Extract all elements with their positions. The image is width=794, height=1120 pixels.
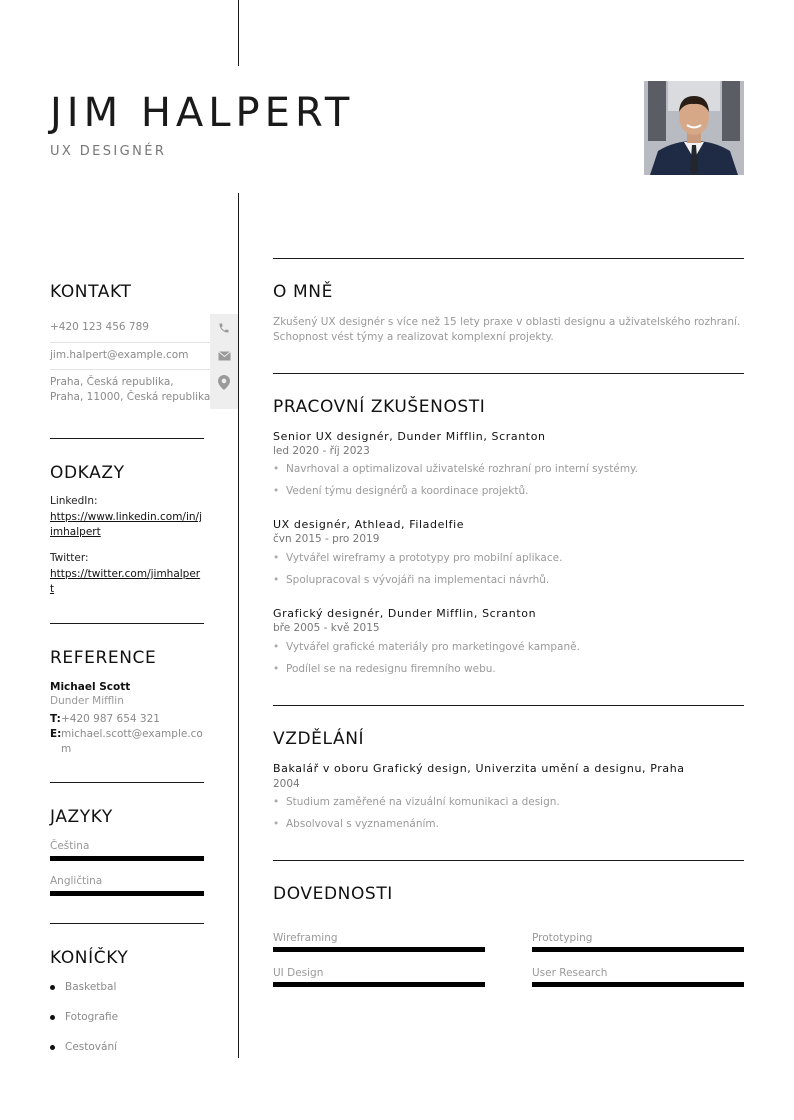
contact-title: KONTAKT [50,282,132,302]
envelope-icon [210,342,238,369]
skill-level-bar [273,982,485,987]
bullet-dot [50,1045,55,1050]
job-bullet-text: Vytvářel grafické materiály pro marketingové kampaně. [286,641,580,653]
language-name: Angličtina [50,875,103,887]
reference-email-line [50,727,204,757]
skill-name: UI Design [273,967,324,979]
education-degree: Bakalář v oboru Grafický design, Univerzita umění a designu, Praha [273,762,685,775]
job-bullet: • Spolupracoval s vývojáři na implementaci návrhů. [273,574,550,586]
job-date: bře 2005 - kvě 2015 [273,622,380,634]
language-name: Čeština [50,840,90,852]
about-title: O MNĚ [273,282,333,302]
skill-level-fill [273,947,485,952]
language-level-bar [50,891,204,896]
divider [50,623,204,624]
job-bullet-text: Spolupracoval s vývojáři na implementaci návrhů. [286,574,550,586]
hobby-item [50,1011,118,1023]
reference-email[interactable]: michael.scott@example.com [61,728,203,755]
reference-title: REFERENCE [50,648,157,668]
divider [50,782,204,783]
linkedin-link[interactable]: https://www.linkedin.com/in/jimhalpert [50,511,202,538]
contact-phone-row [50,314,238,343]
job-bullet: • Podílel se na redesignu firemního webu. [273,663,496,675]
profile-photo [644,81,744,175]
candidate-name: JIM HALPERT [50,90,355,136]
job-bullet-text: Vytvářel wireframy a prototypy pro mobilní aplikace. [286,552,563,564]
languages-title: JAZYKY [50,807,113,827]
job-title: Senior UX designér, Dunder Mifflin, Scranton [273,430,546,443]
vertical-divider-top [238,0,239,66]
reference-email-key: E: [50,728,62,740]
hobby-label: Basketbal [65,981,117,993]
skill-level-fill [532,947,744,952]
phone-icon [210,314,238,342]
candidate-role: UX DESIGNÉR [50,144,167,159]
education-title: VZDĚLÁNÍ [273,729,365,749]
reference-phone-line [50,712,204,727]
job-date: čvn 2015 - pro 2019 [273,533,380,545]
job-bullet-text: Vedení týmu designérů a koordinace projektů. [286,485,529,497]
skill-name: Prototyping [532,932,593,944]
job-title: UX designér, Athlead, Filadelfie [273,518,465,531]
divider [273,373,744,374]
hobby-item [50,981,116,993]
contact-address-line2: Praha, 11000, Česká republika [50,391,211,403]
links-title: ODKAZY [50,463,125,483]
twitter-link[interactable]: https://twitter.com/jimhalpert [50,568,201,595]
reference-phone-key: T: [50,713,61,725]
divider [273,705,744,706]
contact-email: jim.halpert@example.com [50,349,189,361]
job-bullet-text: Navrhoval a optimalizoval uživatelské rozhraní pro interní systémy. [286,463,639,475]
job-title: Grafický designér, Dunder Mifflin, Scranton [273,607,537,620]
bullet-dot [50,1015,55,1020]
contact-address-row [50,369,238,409]
job-bullet: • Vedení týmu designérů a koordinace projektů. [273,485,529,497]
divider [273,860,744,861]
skill-level-fill [532,982,744,987]
education-bullet: • Studium zaměřené na vizuální komunikaci a design. [273,796,560,808]
skill-level-bar [532,947,744,952]
hobbies-title: KONÍČKY [50,948,129,968]
reference-company: Dunder Mifflin [50,695,124,707]
language-level-bar [50,856,204,861]
skill-level-bar [273,947,485,952]
hobby-label: Fotografie [65,1011,119,1023]
skill-name: Wireframing [273,932,338,944]
skill-level-fill [273,982,485,987]
location-pin-icon [210,369,238,409]
twitter-label: Twitter: [50,552,89,564]
hobby-item [50,1041,117,1053]
language-level-fill [50,891,204,896]
education-bullet-text: Studium zaměřené na vizuální komunikaci a design. [286,796,560,808]
skills-title: DOVEDNOSTI [273,884,393,904]
job-bullet: • Vytvářel grafické materiály pro marketingové kampaně. [273,641,580,653]
job-date: led 2020 - říj 2023 [273,445,370,457]
contact-address-line1: Praha, Česká republika, [50,376,174,388]
divider [50,923,204,924]
divider [273,258,744,259]
education-bullet-text: Absolvoval s vyznamenáním. [286,818,439,830]
language-level-fill [50,856,204,861]
contact-email-row [50,342,238,370]
skill-name: User Research [532,967,608,979]
about-text: Zkušený UX designér s více než 15 lety praxe v oblasti designu a uživatelského rozhraní. Schopnost vést týmy a realizovat komplexní projekty. [273,316,741,343]
reference-phone: +420 987 654 321 [61,713,160,725]
job-bullet: • Navrhoval a optimalizoval uživatelské rozhraní pro interní systémy. [273,463,639,475]
job-bullet: • Vytvářel wireframy a prototypy pro mobilní aplikace. [273,552,563,564]
hobby-label: Cestování [65,1041,118,1053]
reference-name: Michael Scott [50,681,131,693]
job-bullet-text: Podílel se na redesignu firemního webu. [286,663,496,675]
education-bullet: • Absolvoval s vyznamenáním. [273,818,439,830]
education-year: 2004 [273,778,300,790]
portrait-image [644,81,744,175]
contact-phone: +420 123 456 789 [50,321,149,333]
experience-title: PRACOVNÍ ZKUŠENOSTI [273,397,486,417]
divider [50,438,204,439]
vertical-divider [238,193,239,1058]
linkedin-label: LinkedIn: [50,495,98,507]
bullet-dot [50,985,55,990]
skill-level-bar [532,982,744,987]
